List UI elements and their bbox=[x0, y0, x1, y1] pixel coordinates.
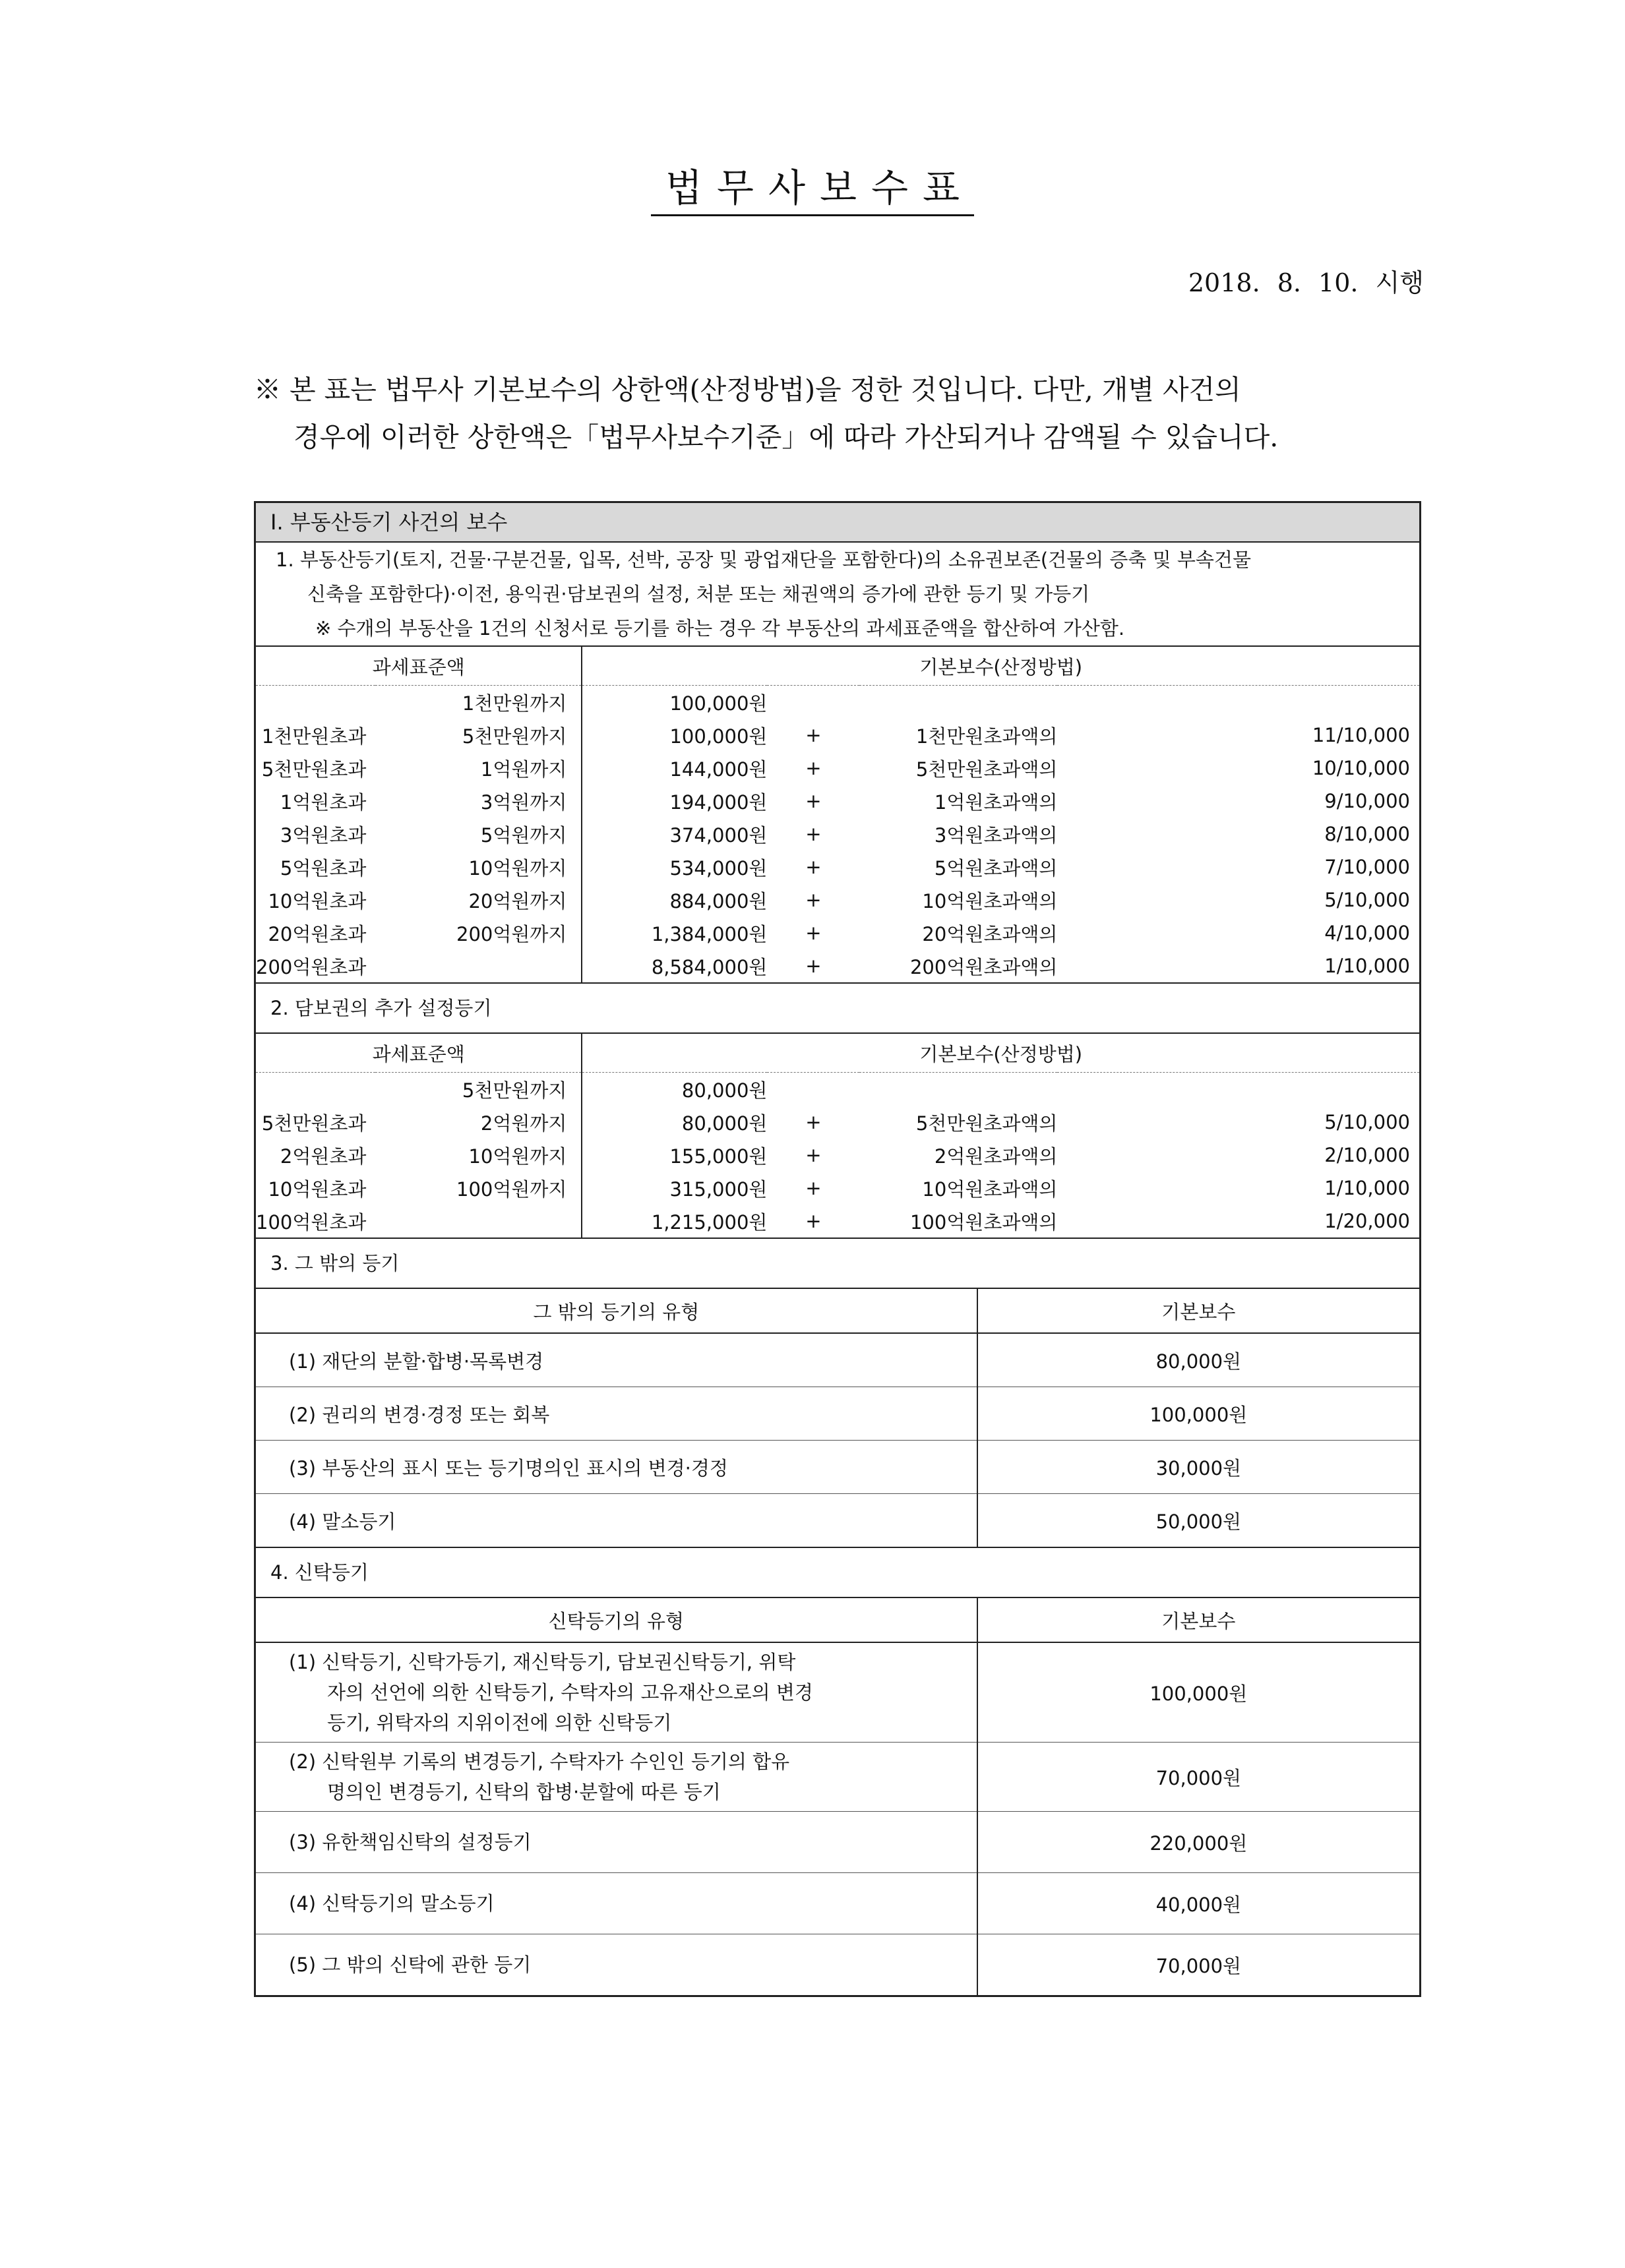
table-row bbox=[256, 818, 1419, 850]
excess-basis: 100억원초과액의 bbox=[909, 1210, 1058, 1234]
table-row bbox=[256, 850, 1419, 883]
table-row bbox=[256, 1387, 1419, 1441]
plus-sign: + bbox=[805, 1111, 822, 1133]
excess-rate bbox=[1057, 1073, 1419, 1106]
sub1-title-line2: 신축을 포함한다)·이전, 용익권·담보권의 설정, 처분 또는 채권액의 증가에 관한 등기 및 가등기 bbox=[307, 583, 1090, 605]
excess-basis bbox=[859, 686, 1057, 719]
excess-rate: 5/10,000 bbox=[1324, 1111, 1410, 1133]
other-fee: 80,000원 bbox=[977, 1333, 1419, 1387]
range-to: 2억원까지 bbox=[375, 1106, 582, 1139]
sub2-title: 2. 담보권의 추가 설정등기 bbox=[256, 982, 1419, 1032]
excess-basis: 5억원초과액의 bbox=[934, 856, 1058, 880]
range-from: 3억원초과 bbox=[280, 823, 367, 847]
range-from: 20억원초과 bbox=[268, 922, 367, 945]
table-row bbox=[256, 1073, 1419, 1106]
table-row bbox=[256, 1642, 1419, 1743]
range-from: 100억원초과 bbox=[256, 1210, 367, 1234]
range-to: 5억원까지 bbox=[375, 818, 582, 850]
plus-sign: + bbox=[805, 823, 822, 845]
table-row bbox=[256, 1743, 1419, 1812]
trust-type-line1: (5) 그 밖의 신탁에 관한 등기 bbox=[289, 1954, 532, 1976]
range-to: 200억원까지 bbox=[375, 916, 582, 949]
excess-rate: 11/10,000 bbox=[1312, 724, 1410, 746]
range-to: 1천만원까지 bbox=[375, 686, 582, 719]
range-from: 5억원초과 bbox=[280, 856, 367, 880]
range-to: 10억원까지 bbox=[375, 850, 582, 883]
base-fee: 1,384,000원 bbox=[651, 922, 768, 945]
range-from: 200억원초과 bbox=[256, 955, 367, 978]
col-base-fee: 기본보수(산정방법) bbox=[582, 1033, 1419, 1073]
table-row bbox=[256, 1873, 1419, 1934]
sub4-title: 4. 신탁등기 bbox=[256, 1547, 1419, 1597]
base-fee: 8,584,000원 bbox=[651, 955, 768, 978]
excess-basis: 5천만원초과액의 bbox=[915, 1112, 1058, 1135]
base-fee: 100,000원 bbox=[669, 692, 768, 715]
range-from bbox=[256, 1073, 375, 1106]
table-sub1 bbox=[256, 645, 1419, 982]
excess-rate: 5/10,000 bbox=[1324, 889, 1410, 911]
trust-type-line1: (2) 신탁원부 기록의 변경등기, 수탁자가 수인인 등기의 합유 bbox=[289, 1750, 790, 1773]
base-fee: 374,000원 bbox=[669, 823, 768, 847]
col-trust-type: 신탁등기의 유형 bbox=[256, 1597, 977, 1642]
table-row bbox=[256, 1441, 1419, 1494]
table-row bbox=[256, 1106, 1419, 1139]
excess-basis bbox=[859, 1073, 1057, 1106]
excess-basis: 5천만원초과액의 bbox=[915, 758, 1058, 781]
table-row bbox=[256, 1333, 1419, 1387]
excess-rate: 1/10,000 bbox=[1324, 955, 1410, 977]
range-to: 20억원까지 bbox=[375, 883, 582, 916]
excess-rate: 9/10,000 bbox=[1324, 790, 1410, 812]
trust-type bbox=[256, 1642, 977, 1743]
trust-fee: 220,000원 bbox=[977, 1812, 1419, 1873]
excess-rate: 1/10,000 bbox=[1324, 1177, 1410, 1199]
base-fee: 315,000원 bbox=[669, 1178, 768, 1201]
range-from: 1천만원초과 bbox=[261, 725, 367, 748]
section-heading: Ⅰ. 부동산등기 사건의 보수 bbox=[256, 503, 1419, 543]
table-row bbox=[256, 916, 1419, 949]
excess-basis: 10억원초과액의 bbox=[922, 1178, 1058, 1201]
trust-type-line2: 명의인 변경등기, 신탁의 합병·분할에 따른 등기 bbox=[327, 1781, 721, 1803]
excess-rate: 10/10,000 bbox=[1312, 757, 1410, 779]
plus-sign: + bbox=[805, 922, 822, 944]
range-to: 10억원까지 bbox=[375, 1139, 582, 1172]
table-row bbox=[256, 1812, 1419, 1873]
excess-basis: 3억원초과액의 bbox=[934, 823, 1058, 847]
range-to bbox=[375, 949, 582, 982]
other-type: (1) 재단의 분할·합병·목록변경 bbox=[256, 1333, 977, 1387]
trust-type-line1: (4) 신탁등기의 말소등기 bbox=[289, 1892, 495, 1915]
trust-type-line1: (3) 유한책임신탁의 설정등기 bbox=[289, 1831, 532, 1853]
document-title: 법무사보수표 bbox=[0, 162, 1625, 216]
plus-sign: + bbox=[805, 1210, 822, 1232]
range-from bbox=[256, 686, 375, 719]
table-row bbox=[256, 686, 1419, 719]
table-sub4 bbox=[256, 1597, 1419, 1995]
table-row bbox=[256, 785, 1419, 818]
table-sub3 bbox=[256, 1288, 1419, 1547]
col-base-fee: 기본보수(산정방법) bbox=[582, 646, 1419, 686]
sub1-header bbox=[256, 543, 1419, 645]
base-fee: 100,000원 bbox=[669, 725, 768, 748]
excess-rate bbox=[1057, 686, 1419, 719]
notice-line-2: 경우에 이러한 상한액은「법무사보수기준」에 따라 가산되거나 감액될 수 있습니다. bbox=[293, 421, 1279, 453]
col-other-type: 그 밖의 등기의 유형 bbox=[256, 1288, 977, 1333]
range-to: 1억원까지 bbox=[375, 752, 582, 785]
table-row bbox=[256, 883, 1419, 916]
excess-basis: 1억원초과액의 bbox=[934, 791, 1058, 814]
trust-type bbox=[256, 1873, 977, 1934]
table-row bbox=[256, 1934, 1419, 1996]
range-to: 3억원까지 bbox=[375, 785, 582, 818]
plus-sign: + bbox=[805, 790, 822, 812]
col-tax-base: 과세표준액 bbox=[256, 1033, 582, 1073]
range-from: 2억원초과 bbox=[280, 1145, 367, 1168]
range-to: 5천만원까지 bbox=[375, 719, 582, 752]
plus-sign: + bbox=[805, 1177, 822, 1199]
base-fee: 80,000원 bbox=[681, 1112, 768, 1135]
trust-type bbox=[256, 1934, 977, 1996]
table-row bbox=[256, 1172, 1419, 1205]
plus-sign: + bbox=[805, 955, 822, 977]
sub3-title: 3. 그 밖의 등기 bbox=[256, 1238, 1419, 1288]
excess-basis: 200억원초과액의 bbox=[909, 955, 1058, 978]
range-from: 5천만원초과 bbox=[261, 758, 367, 781]
table-row bbox=[256, 1494, 1419, 1547]
other-type: (3) 부동산의 표시 또는 등기명의인 표시의 변경·경정 bbox=[256, 1441, 977, 1494]
other-type: (4) 말소등기 bbox=[256, 1494, 977, 1547]
table-row bbox=[256, 719, 1419, 752]
excess-rate: 4/10,000 bbox=[1324, 922, 1410, 944]
range-from: 10억원초과 bbox=[268, 1178, 367, 1201]
other-fee: 30,000원 bbox=[977, 1441, 1419, 1494]
effective-date: 2018. 8. 10. 시행 bbox=[1188, 268, 1424, 297]
range-from: 10억원초과 bbox=[268, 889, 367, 912]
table-row bbox=[256, 1139, 1419, 1172]
excess-rate: 1/20,000 bbox=[1324, 1210, 1410, 1232]
plus-sign: + bbox=[805, 757, 822, 779]
plus-sign: + bbox=[805, 724, 822, 746]
excess-basis: 20억원초과액의 bbox=[922, 922, 1058, 945]
trust-fee: 40,000원 bbox=[977, 1873, 1419, 1934]
plus-sign bbox=[767, 686, 859, 719]
range-from: 5천만원초과 bbox=[261, 1112, 367, 1135]
sub1-note: ※ 수개의 부동산을 1건의 신청서로 등기를 하는 경우 각 부동산의 과세표준액을 합산하여 가산함. bbox=[315, 617, 1125, 640]
col-other-fee: 기본보수 bbox=[977, 1288, 1419, 1333]
base-fee: 144,000원 bbox=[669, 758, 768, 781]
range-to bbox=[375, 1205, 582, 1238]
trust-type bbox=[256, 1812, 977, 1873]
table-sub2 bbox=[256, 1032, 1419, 1238]
other-type: (2) 권리의 변경·경정 또는 회복 bbox=[256, 1387, 977, 1441]
base-fee: 1,215,000원 bbox=[651, 1210, 768, 1234]
table-row bbox=[256, 752, 1419, 785]
notice bbox=[254, 366, 1425, 461]
notice-line-1: ※ 본 표는 법무사 기본보수의 상한액(산정방법)을 정한 것입니다. 다만, 개별 사건의 bbox=[254, 374, 1241, 405]
sub1-title-line1: 1. 부동산등기(토지, 건물·구분건물, 입목, 선박, 공장 및 광업재단을 포함한다)의 소유권보존(건물의 증축 및 부속건물 bbox=[276, 549, 1251, 571]
trust-type-line1: (1) 신탁등기, 신탁가등기, 재신탁등기, 담보권신탁등기, 위탁 bbox=[289, 1651, 796, 1673]
base-fee: 884,000원 bbox=[669, 889, 768, 912]
trust-type-line3: 등기, 위탁자의 지위이전에 의한 신탁등기 bbox=[327, 1712, 672, 1734]
range-to: 5천만원까지 bbox=[375, 1073, 582, 1106]
range-to: 100억원까지 bbox=[375, 1172, 582, 1205]
trust-fee: 70,000원 bbox=[1155, 1954, 1242, 1977]
plus-sign: + bbox=[805, 856, 822, 878]
col-tax-base: 과세표준액 bbox=[256, 646, 582, 686]
base-fee: 534,000원 bbox=[669, 856, 768, 880]
plus-sign bbox=[767, 1073, 859, 1106]
excess-rate: 7/10,000 bbox=[1324, 856, 1410, 878]
col-trust-fee: 기본보수 bbox=[977, 1597, 1419, 1642]
excess-rate: 8/10,000 bbox=[1324, 823, 1410, 845]
other-fee: 100,000원 bbox=[977, 1387, 1419, 1441]
excess-rate: 2/10,000 bbox=[1324, 1144, 1410, 1166]
other-fee: 50,000원 bbox=[1155, 1510, 1242, 1533]
base-fee: 155,000원 bbox=[669, 1145, 768, 1168]
excess-basis: 2억원초과액의 bbox=[934, 1145, 1058, 1168]
plus-sign: + bbox=[805, 1144, 822, 1166]
base-fee: 194,000원 bbox=[669, 791, 768, 814]
fee-schedule-box bbox=[254, 501, 1421, 1997]
excess-basis: 1천만원초과액의 bbox=[915, 725, 1058, 748]
plus-sign: + bbox=[805, 889, 822, 911]
range-from: 1억원초과 bbox=[280, 791, 367, 814]
trust-fee: 70,000원 bbox=[977, 1743, 1419, 1812]
table-row bbox=[256, 949, 1419, 982]
base-fee: 80,000원 bbox=[681, 1079, 768, 1102]
trust-type-line2: 자의 선언에 의한 신탁등기, 수탁자의 고유재산으로의 변경 bbox=[327, 1681, 813, 1704]
table-row bbox=[256, 1205, 1419, 1238]
trust-type bbox=[256, 1743, 977, 1812]
trust-fee: 100,000원 bbox=[977, 1642, 1419, 1743]
excess-basis: 10억원초과액의 bbox=[922, 889, 1058, 912]
